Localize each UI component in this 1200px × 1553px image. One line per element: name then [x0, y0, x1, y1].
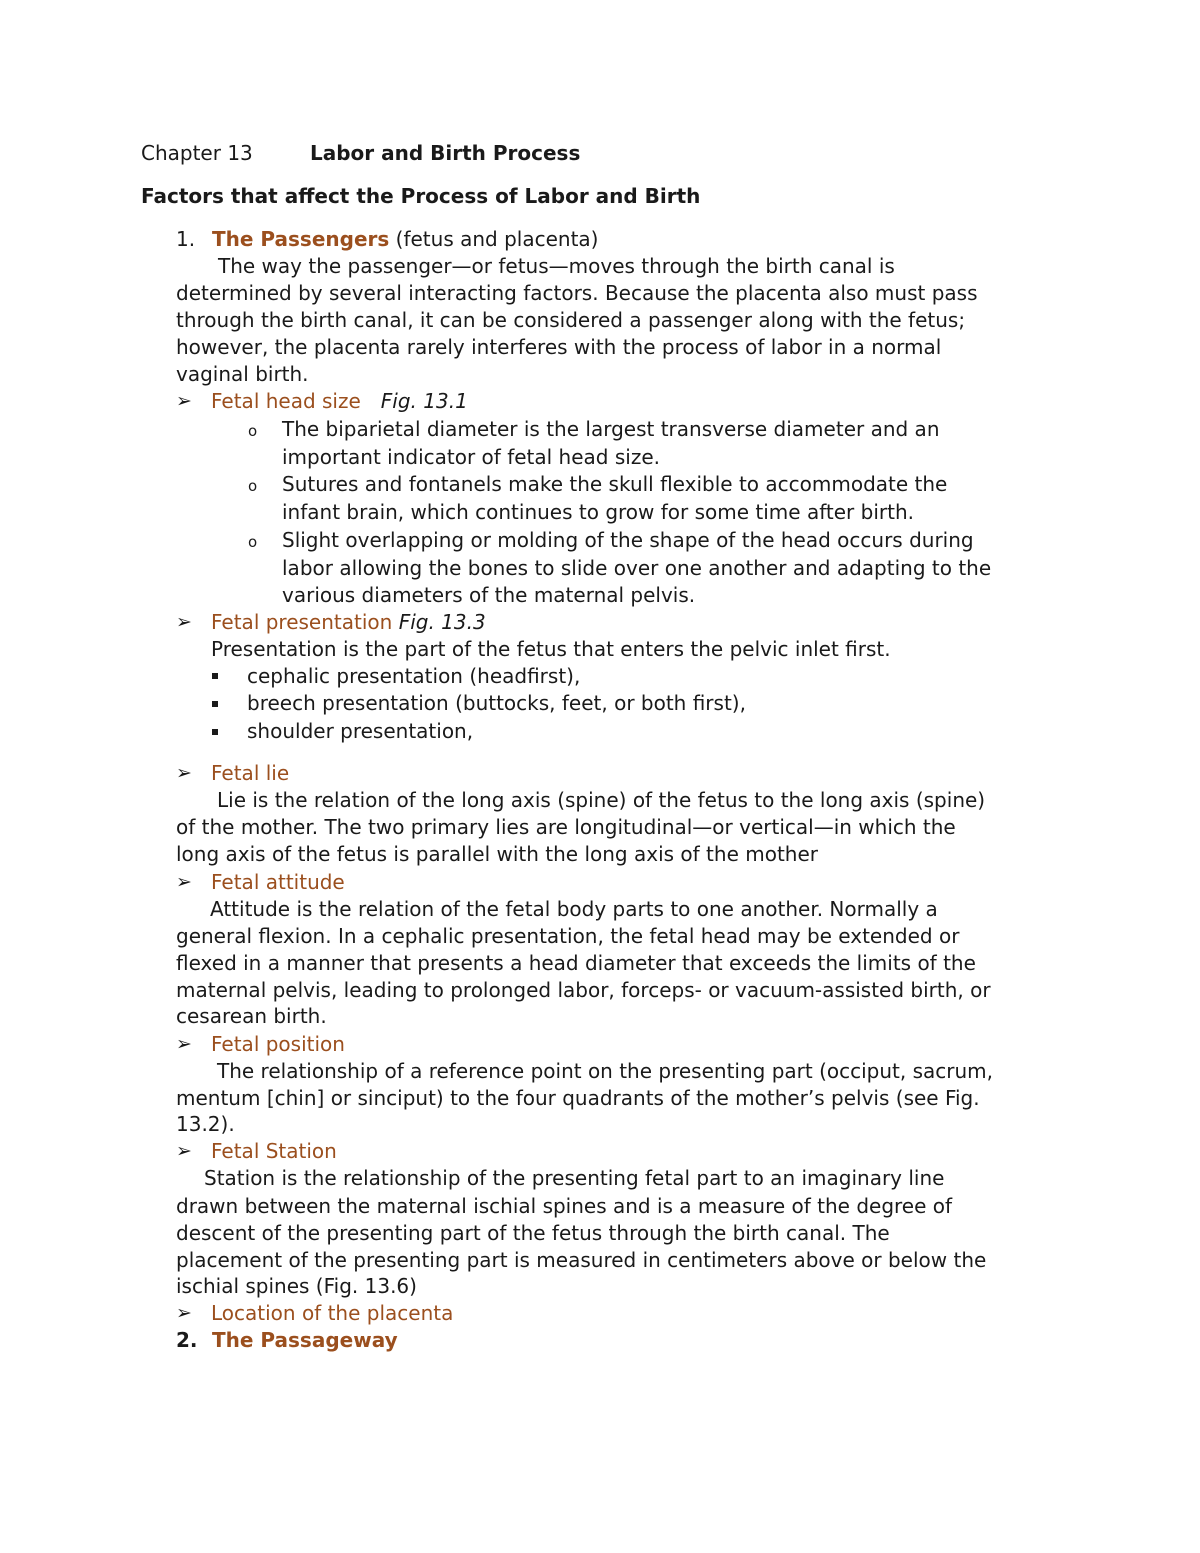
arrow-bullet-icon: ➢	[176, 1140, 192, 1162]
presentation-item: shoulder presentation,	[247, 719, 474, 743]
presentation-item: breech presentation (buttocks, feet, or both first),	[247, 691, 746, 715]
arrow-bullet-icon: ➢	[176, 611, 192, 633]
passengers-subtitle: (fetus and placenta)	[389, 227, 599, 251]
paragraph-line: long axis of the fetus is parallel with the long axis of the mother	[176, 842, 818, 866]
arrow-bullet-icon: ➢	[176, 1302, 192, 1324]
head-size-heading	[211, 388, 468, 415]
paragraph-line: maternal pelvis, leading to prolonged labor, forceps- or vacuum-assisted birth, or	[176, 978, 991, 1002]
paragraph-line: ischial spines (Fig. 13.6)	[176, 1274, 417, 1298]
paragraph-line: The way the passenger—or fetus—moves through the birth canal is	[218, 254, 895, 278]
arrow-bullet-icon: ➢	[176, 871, 192, 893]
paragraph-line: 13.2).	[176, 1112, 235, 1136]
paragraph-line: Station is the relationship of the presenting fetal part to an imaginary line	[204, 1166, 945, 1190]
square-bullet-icon	[212, 701, 218, 707]
position-label: Fetal position	[211, 1032, 345, 1056]
chapter-label: Chapter 13	[141, 141, 253, 165]
placenta-label: Location of the placenta	[211, 1301, 454, 1325]
list-number-2: 2.	[176, 1328, 198, 1352]
paragraph-line: general flexion. In a cephalic presentation, the fetal head may be extended or	[176, 924, 960, 948]
chapter-title: Labor and Birth Process	[310, 141, 581, 165]
paragraph-line: cesarean birth.	[176, 1004, 327, 1028]
station-label: Fetal Station	[211, 1139, 337, 1163]
bullet-line: Sutures and fontanels make the skull flexible to accommodate the	[282, 472, 948, 496]
arrow-bullet-icon: ➢	[176, 762, 192, 784]
section-heading: Factors that affect the Process of Labor and Birth	[141, 184, 701, 208]
presentation-item: cephalic presentation (headfirst),	[247, 664, 581, 688]
square-bullet-icon	[212, 673, 218, 679]
paragraph-line: descent of the presenting part of the fetus through the birth canal. The	[176, 1221, 890, 1245]
presentation-intro: Presentation is the part of the fetus that enters the pelvic inlet first.	[211, 637, 891, 661]
paragraph-line: drawn between the maternal ischial spines and is a measure of the degree of	[176, 1194, 953, 1218]
arrow-bullet-icon: ➢	[176, 1033, 192, 1055]
paragraph-line: mentum [chin] or sinciput) to the four quadrants of the mother’s pelvis (see Fig.	[176, 1086, 980, 1110]
circle-bullet-icon: o	[248, 533, 258, 551]
paragraph-line: vaginal birth.	[176, 362, 309, 386]
passageway-title: The Passageway	[212, 1328, 398, 1352]
paragraph-line: The relationship of a reference point on the presenting part (occiput, sacrum,	[217, 1059, 993, 1083]
bullet-line: Slight overlapping or molding of the shape of the head occurs during	[282, 528, 974, 552]
list-number-1: 1.	[176, 227, 196, 251]
circle-bullet-icon: o	[248, 477, 258, 495]
bullet-line: The biparietal diameter is the largest transverse diameter and an	[282, 417, 940, 441]
attitude-label: Fetal attitude	[211, 870, 345, 894]
presentation-fig: Fig. 13.3	[398, 610, 486, 634]
paragraph-line: Lie is the relation of the long axis (spine) of the fetus to the long axis (spine)	[217, 788, 986, 812]
paragraph-line: of the mother. The two primary lies are longitudinal—or vertical—in which the	[176, 815, 956, 839]
bullet-line: important indicator of fetal head size.	[282, 445, 660, 469]
paragraph-line: through the birth canal, it can be considered a passenger along with the fetus;	[176, 308, 966, 332]
lie-label: Fetal lie	[211, 761, 290, 785]
head-size-fig: Fig. 13.1	[380, 389, 468, 413]
passengers-title: The Passengers	[212, 227, 390, 251]
presentation-heading	[211, 609, 486, 636]
bullet-line: various diameters of the maternal pelvis.	[282, 583, 696, 607]
paragraph-line: however, the placenta rarely interferes with the process of labor in a normal	[176, 335, 942, 359]
passengers-heading	[212, 226, 598, 253]
head-size-label: Fetal head size	[211, 389, 361, 413]
paragraph-line: Attitude is the relation of the fetal body parts to one another. Normally a	[210, 897, 938, 921]
square-bullet-icon	[212, 729, 218, 735]
paragraph-line: flexed in a manner that presents a head diameter that exceeds the limits of the	[176, 951, 976, 975]
paragraph-line: determined by several interacting factors. Because the placenta also must pass	[176, 281, 978, 305]
bullet-line: labor allowing the bones to slide over one another and adapting to the	[282, 556, 992, 580]
arrow-bullet-icon: ➢	[176, 390, 192, 412]
bullet-line: infant brain, which continues to grow for some time after birth.	[282, 500, 914, 524]
paragraph-line: placement of the presenting part is measured in centimeters above or below the	[176, 1248, 987, 1272]
presentation-label: Fetal presentation	[211, 610, 393, 634]
circle-bullet-icon: o	[248, 422, 258, 440]
